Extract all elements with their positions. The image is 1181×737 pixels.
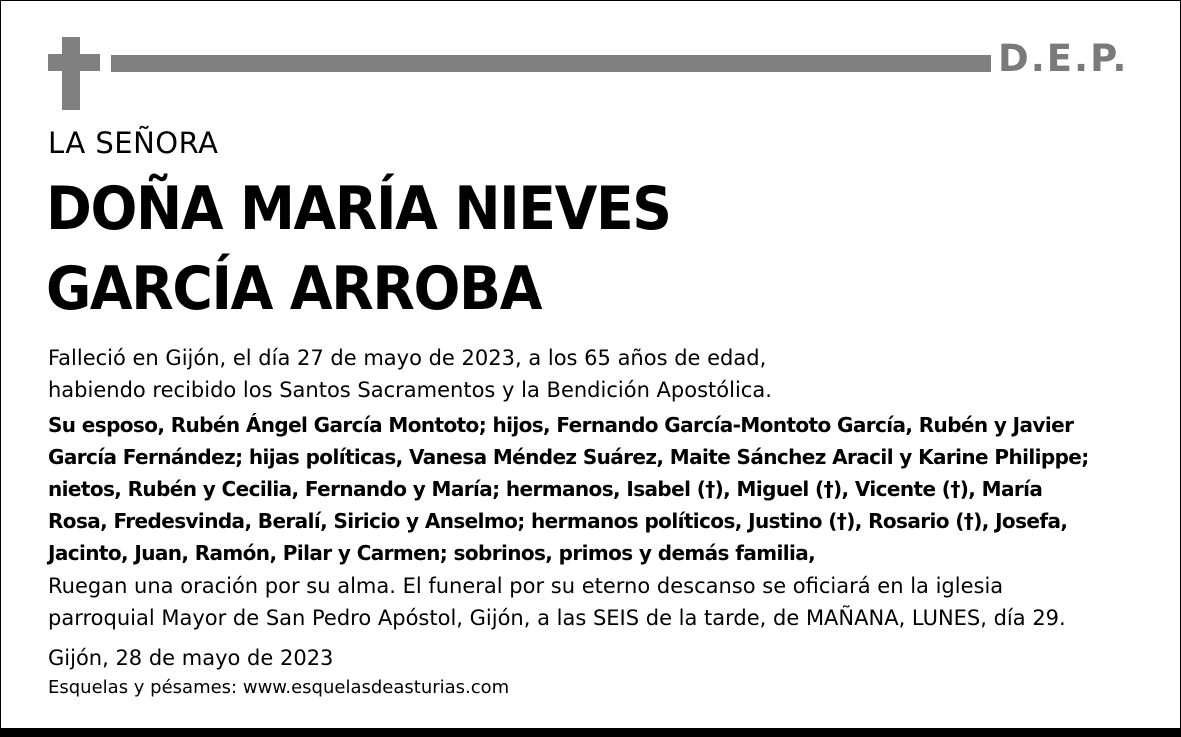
salutation: LA SEÑORA [48, 126, 219, 160]
family-line: Rosa, Fredesvinda, Beralí, Siricio y Anselmo; hermanos políticos, Justino (†), Rosario (†), Josefa, [48, 509, 1068, 533]
family-line: nietos, Rubén y Cecilia, Fernando y María; hermanos, Isabel (†), Miguel (†), Vicente (†), María [48, 477, 1043, 501]
dep-label: D.E.P. [998, 37, 1129, 80]
deceased-name-line-2: GARCÍA ARROBA [46, 254, 542, 324]
website-line: Esquelas y pésames: www.esquelasdeasturias.com [48, 677, 510, 698]
family-line: García Fernández; hijas políticas, Vanesa Méndez Suárez, Maite Sánchez Aracil y Karine Philippe; [48, 445, 1089, 469]
cross-icon [48, 37, 100, 110]
family-list [48, 409, 1148, 569]
funeral-line: Ruegan una oración por su alma. El funeral por su eterno descanso se oficiará en la iglesia [48, 574, 1004, 598]
family-line: Jacinto, Juan, Ramón, Pilar y Carmen; sobrinos, primos y demás familia, [48, 541, 816, 565]
family-line: Su esposo, Rubén Ángel García Montoto; hijos, Fernando García-Montoto García, Rubén y Javier [48, 413, 1074, 437]
death-notice [48, 342, 1148, 406]
header-rule [111, 55, 991, 72]
place-date: Gijón, 28 de mayo de 2023 [48, 646, 334, 670]
death-notice-line: habiendo recibido los Santos Sacramentos y la Bendición Apostólica. [48, 378, 772, 402]
bottom-border [1, 728, 1180, 736]
funeral-notice [48, 570, 1148, 634]
deceased-name-line-1: DOÑA MARÍA NIEVES [46, 174, 671, 244]
funeral-line: parroquial Mayor de San Pedro Apóstol, Gijón, a las SEIS de la tarde, de MAÑANA, LUNES, día 29. [48, 606, 1066, 630]
death-notice-line: Falleció en Gijón, el día 27 de mayo de 2023, a los 65 años de edad, [48, 346, 767, 370]
